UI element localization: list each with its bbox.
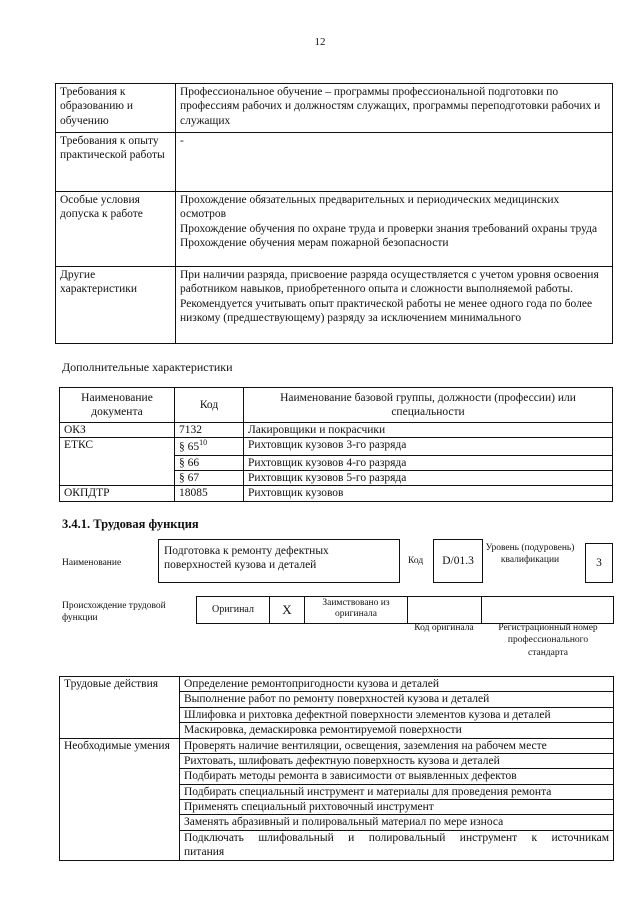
header-doc: Наименование документа	[60, 388, 175, 423]
original-code-cell	[407, 596, 482, 624]
cell-code: 18085	[175, 486, 244, 501]
cell-name: Рихтовщик кузовов	[244, 486, 613, 501]
footnote-ref: 10	[199, 438, 208, 448]
original-cell: Оригинал	[196, 596, 270, 624]
table-row	[56, 192, 613, 267]
skill-item: Проверять наличие вентиляции, освещения, заземления на рабочем месте	[180, 738, 614, 753]
level-label: Уровень (подуровень) квалификации	[485, 543, 575, 566]
skill-item	[180, 830, 614, 860]
additional-title: Дополнительные характеристики	[62, 360, 233, 374]
actions-label: Трудовые действия	[60, 677, 180, 739]
reg-number-cell	[481, 596, 614, 624]
table-row	[60, 738, 614, 753]
row-label: Требования к опыту практической работы	[56, 133, 176, 192]
cell-doc: ОКПДТР	[60, 486, 175, 501]
row-label: Требования к образованию и обучению	[56, 84, 176, 133]
table-row	[60, 423, 613, 438]
code-orig-caption: Код оригинала	[414, 623, 474, 633]
header-code: Код	[175, 388, 244, 423]
actions-skills-table	[59, 676, 614, 861]
reg-caption: Регистрационный номер профессионального стандарта	[498, 623, 598, 658]
borrowed-cell: Заимствовано из оригинала	[304, 596, 408, 624]
table-row	[56, 267, 613, 344]
skill-item: Подбирать специальный инструмент и материалы для проведения ремонта	[180, 784, 614, 799]
text-line: Прохождение обучения по охране труда и проверки знания требований охраны труда	[180, 222, 598, 235]
table-header-row	[60, 388, 613, 423]
cell-doc: ОКЗ	[60, 423, 175, 438]
cell-code: § 67	[175, 470, 244, 485]
level-value-box: 3	[585, 543, 613, 583]
row-value	[176, 192, 613, 267]
skill-item: Рихтовать, шлифовать дефектную поверхность кузова и деталей	[180, 753, 614, 768]
code-label: Код	[408, 556, 424, 566]
text-line: Прохождение обязательных предварительных и периодических медицинских осмотров	[180, 194, 560, 221]
origin-label: Происхождение трудовой функции	[62, 601, 166, 624]
skill-item: Применять специальный рихтовочный инструмент	[180, 800, 614, 815]
cell-code	[175, 438, 244, 455]
action-item: Маскировка, демаскировка ремонтируемой поверхности	[180, 723, 614, 738]
additional-table	[59, 387, 613, 502]
row-value	[176, 267, 613, 344]
action-item: Шлифовка и рихтовка дефектной поверхности элементов кузова и деталей	[180, 707, 614, 722]
name-label: Наименование	[62, 558, 122, 568]
requirements-table	[55, 83, 613, 344]
cell-code: § 66	[175, 455, 244, 470]
skill-line: питания	[184, 846, 225, 859]
text-line: Профессиональное обучение – программы профессиональной подготовки по профессиям рабочих и должностям служащих, программы переподготовки рабочих и служащих	[180, 86, 601, 127]
skills-label: Необходимые умения	[60, 738, 180, 860]
action-item: Выполнение работ по ремонту поверхностей кузова и деталей	[180, 692, 614, 707]
section-title: 3.4.1. Трудовая функция	[62, 517, 199, 531]
row-label: Особые условия допуска к работе	[56, 192, 176, 267]
code-text: § 65	[179, 441, 200, 454]
row-value	[176, 84, 613, 133]
function-name-box: Подготовка к ремонту дефектных поверхностей кузова и деталей	[158, 539, 400, 583]
skill-item: Подбирать методы ремонта в зависимости от выявленных дефектов	[180, 769, 614, 784]
skill-line: Подключать шлифовальный и полировальный инструмент к источникам	[184, 831, 609, 844]
table-row	[56, 84, 613, 133]
cell-name: Рихтовщик кузовов 5-го разряда	[244, 470, 613, 485]
cell-doc: ЕТКС	[60, 438, 175, 486]
table-row	[60, 486, 613, 501]
function-code-box: D/01.3	[433, 539, 483, 583]
original-mark: X	[269, 596, 305, 624]
row-value	[176, 133, 613, 192]
text-line: Прохождение обучения мерам пожарной безопасности	[180, 237, 449, 250]
table-row	[60, 677, 614, 692]
table-row	[60, 438, 613, 455]
table-row	[56, 133, 613, 192]
page-number: 12	[314, 36, 326, 48]
skill-item: Заменять абразивный и полировальный материал по мере износа	[180, 815, 614, 830]
cell-name: Рихтовщик кузовов 3-го разряда	[244, 438, 613, 455]
row-label: Другие характеристики	[56, 267, 176, 344]
cell-name: Рихтовщик кузовов 4-го разряда	[244, 455, 613, 470]
cell-name: Лакировщики и покрасчики	[244, 423, 613, 438]
cell-code: 7132	[175, 423, 244, 438]
header-name: Наименование базовой группы, должности (профессии) или специальности	[244, 388, 613, 423]
text-line: При наличии разряда, присвоение разряда осуществляется с учетом уровня освоения работником навыков, приобретенного опыта и сложности выполняемой работы. Рекомендуется учитывать опыт практической работы не менее одного года по более низкому (предшествующему) разряду за исключением минимального	[180, 269, 599, 325]
action-item: Определение ремонтопригодности кузова и деталей	[180, 677, 614, 692]
text-line: -	[180, 135, 184, 147]
